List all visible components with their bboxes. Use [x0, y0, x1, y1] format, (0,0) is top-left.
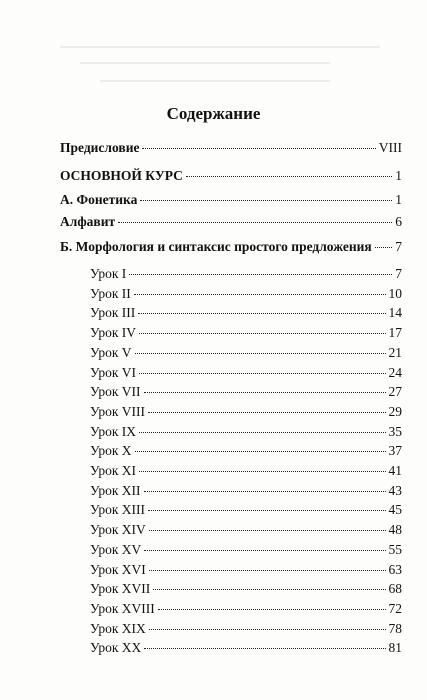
dot-leader — [118, 222, 392, 223]
show-through-line — [60, 46, 380, 48]
toc-entry-label: ОСНОВНОЙ КУРС — [60, 168, 183, 183]
toc-entry-label: Урок X — [90, 443, 132, 459]
toc-entry-label: Б. Морфология и синтаксис простого предложения — [60, 239, 372, 254]
toc-entry-page: 45 — [388, 502, 402, 518]
toc-entry-page: 41 — [388, 463, 402, 478]
toc-entry — [90, 502, 402, 518]
dot-leader — [142, 148, 375, 149]
toc-entry-page: 1 — [395, 168, 402, 183]
page-title: Содержание — [166, 104, 261, 123]
toc-entry-page: VIII — [378, 140, 402, 155]
toc-entry-page: 37 — [388, 443, 402, 459]
toc-entry — [90, 522, 402, 538]
toc-entry-label: Алфавит — [60, 214, 116, 229]
toc-entry-page: 21 — [388, 344, 402, 360]
toc-entry-page: 72 — [388, 600, 402, 616]
toc-entry-label: Урок VI — [90, 364, 137, 380]
toc-entry-page: 48 — [388, 522, 402, 538]
dot-leader — [139, 373, 385, 374]
toc-entry — [90, 345, 402, 361]
show-through-line — [80, 62, 330, 64]
toc-entry-label: Урок II — [90, 285, 131, 301]
toc-entry-page: 63 — [388, 561, 402, 577]
toc-entry — [90, 384, 402, 400]
show-through-line — [100, 80, 330, 82]
dot-leader — [148, 510, 385, 511]
toc-entry-label: Урок III — [90, 305, 136, 321]
dot-leader — [138, 313, 385, 314]
toc-entry-label: Урок XIX — [90, 620, 146, 636]
toc-entry-label: Урок VII — [90, 384, 141, 400]
toc-entry-page: 78 — [388, 620, 402, 636]
toc-entry-page: 1 — [395, 192, 402, 207]
toc-entry-page: 29 — [388, 403, 402, 419]
dot-leader — [134, 294, 386, 295]
toc-entry — [90, 581, 402, 597]
toc-entry-label: Урок V — [90, 344, 132, 360]
toc-entry-label: Урок XVIII — [90, 600, 155, 616]
toc-entry — [90, 443, 402, 459]
toc-entry — [90, 424, 402, 440]
dot-leader — [144, 648, 385, 649]
toc-entry-label: Урок XV — [90, 541, 142, 557]
toc-entry — [90, 266, 402, 282]
dot-leader — [144, 491, 386, 492]
toc-entry — [90, 404, 402, 420]
toc-entry-page: 43 — [388, 482, 402, 498]
toc-entry — [90, 601, 402, 617]
toc-entry — [60, 140, 402, 156]
dot-leader — [149, 530, 386, 531]
dot-leader — [153, 589, 385, 590]
toc-entry — [90, 286, 402, 302]
dot-leader — [186, 176, 392, 177]
toc-entry-label: Урок XI — [90, 463, 137, 478]
toc-entry — [90, 562, 402, 578]
toc-entry-page: 17 — [388, 325, 402, 341]
toc-entry — [90, 483, 402, 499]
toc-entry-label: Урок XVI — [90, 561, 146, 577]
toc-entry — [90, 325, 402, 341]
dot-leader — [375, 247, 393, 248]
dot-leader — [135, 451, 386, 452]
toc-entry-label: Урок IV — [90, 325, 137, 341]
toc-entry — [60, 168, 402, 184]
toc-entry-page: 14 — [388, 305, 402, 321]
dot-leader — [135, 353, 386, 354]
toc-entry-label: Урок XX — [90, 640, 142, 656]
toc-entry — [90, 542, 402, 558]
dot-leader — [139, 432, 385, 433]
toc-entry-label: Урок XIII — [90, 502, 146, 518]
toc-entry-page: 6 — [395, 214, 402, 229]
toc-entry-page: 27 — [388, 384, 402, 400]
toc-entry-page: 10 — [388, 285, 402, 301]
toc-entry-page: 7 — [395, 239, 402, 254]
toc-entry — [90, 621, 402, 637]
toc-entry — [60, 214, 402, 230]
dot-leader — [144, 550, 385, 551]
dot-leader — [140, 200, 392, 201]
dot-leader — [148, 412, 385, 413]
toc-entry-label: А. Фонетика — [60, 192, 138, 207]
toc-entry-label: Урок IX — [90, 423, 137, 439]
toc-entry-page: 35 — [388, 423, 402, 439]
toc-entry — [90, 365, 402, 381]
toc-entry — [90, 640, 402, 656]
toc-entry-label: Урок I — [90, 266, 127, 281]
toc-entry-label: Предисловие — [60, 140, 140, 155]
dot-leader — [149, 629, 386, 630]
toc-entry-page: 24 — [388, 364, 402, 380]
dot-leader — [158, 609, 386, 610]
toc-entry-label: Урок VIII — [90, 403, 146, 419]
dot-leader — [139, 471, 385, 472]
toc-entry-page: 7 — [395, 266, 402, 281]
toc-entry-label: Урок XII — [90, 482, 141, 498]
toc-entry-label: Урок XVII — [90, 581, 151, 597]
toc-entry-page: 55 — [388, 541, 402, 557]
toc-entry-label: Урок XIV — [90, 522, 146, 538]
dot-leader — [144, 392, 386, 393]
toc-entry — [60, 192, 402, 208]
toc-entry — [60, 239, 402, 255]
toc-entry-page: 81 — [388, 640, 402, 656]
toc-entry — [90, 305, 402, 321]
dot-leader — [129, 274, 392, 275]
toc-entry-page: 68 — [388, 581, 402, 597]
toc-entry — [90, 463, 402, 479]
dot-leader — [139, 333, 385, 334]
dot-leader — [149, 570, 386, 571]
